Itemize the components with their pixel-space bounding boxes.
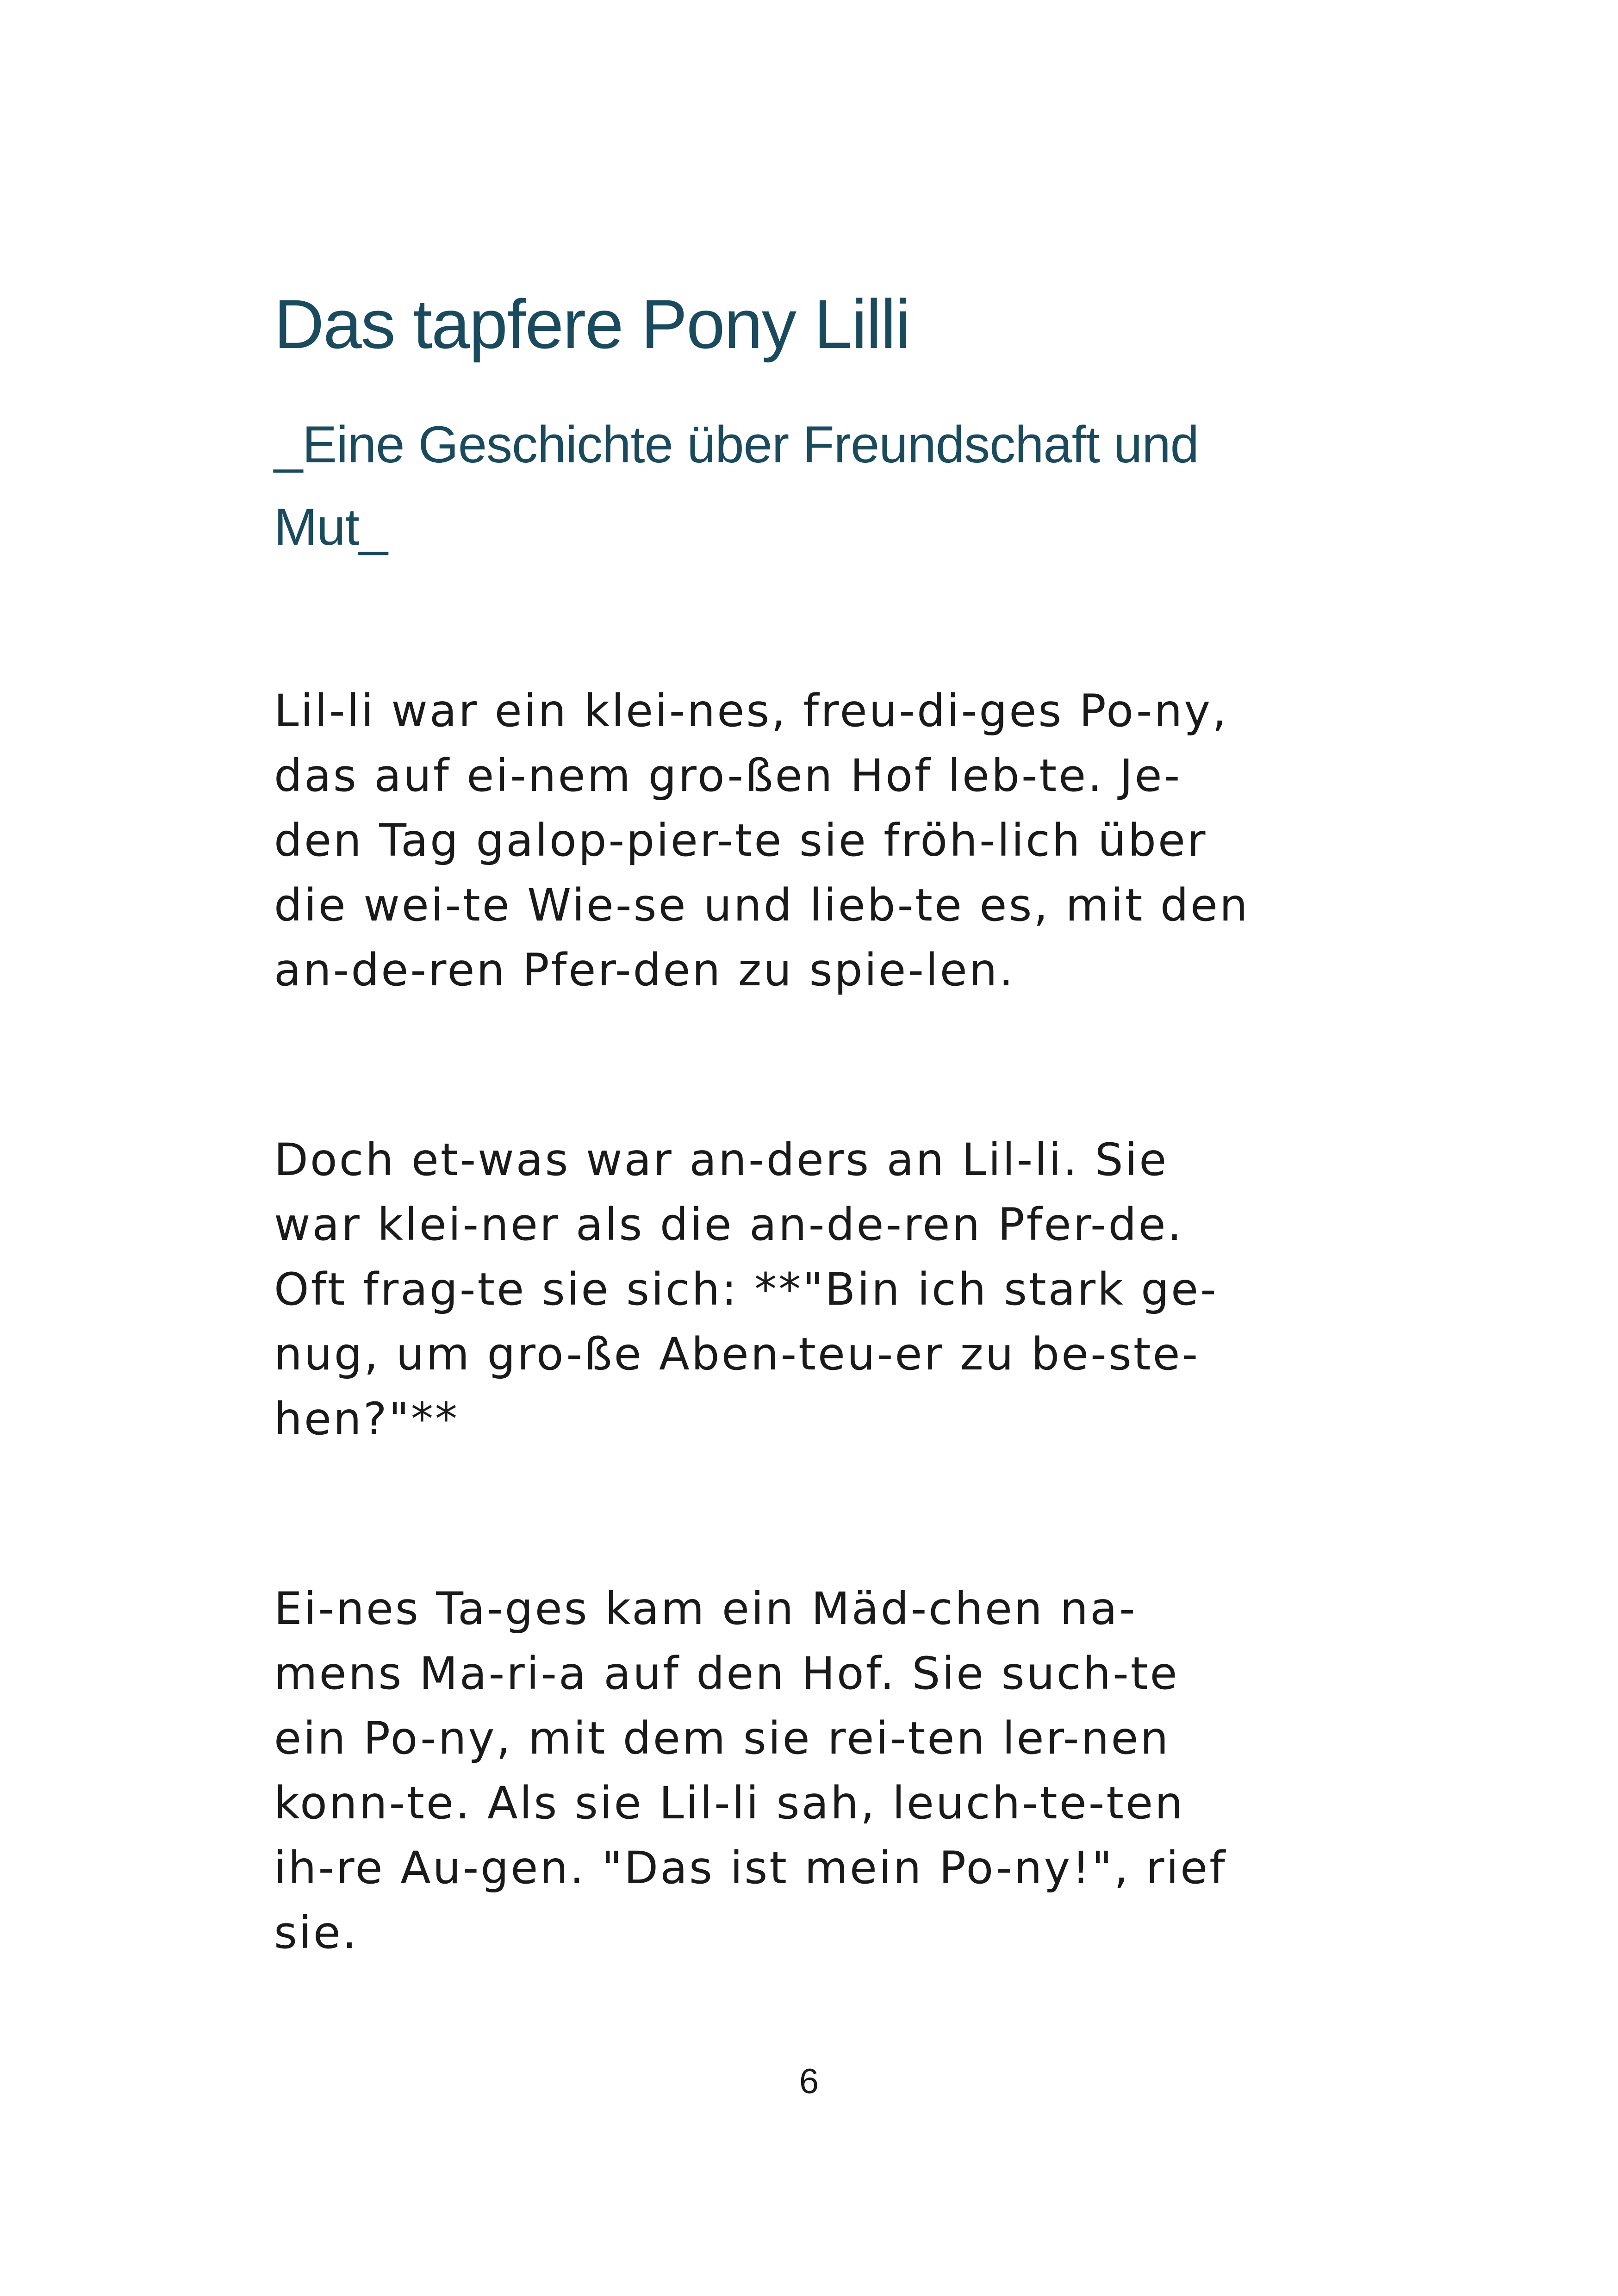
text-line: ih-re Au-gen. "Das ist mein Po-ny!", rief bbox=[274, 1842, 1227, 1894]
text-line: ein Po-ny, mit dem sie rei-ten ler-nen bbox=[274, 1712, 1170, 1764]
text-line: nug, um gro-ße Aben-teu-er zu be-ste- bbox=[274, 1328, 1200, 1380]
subtitle-line: Mut_ bbox=[274, 498, 387, 556]
paragraph-1 bbox=[274, 678, 1385, 1002]
text-line: mens Ma-ri-a auf den Hof. Sie such-te bbox=[274, 1648, 1179, 1699]
text-line: Oft frag-te sie sich: **"Bin ich stark ge- bbox=[274, 1263, 1218, 1315]
text-line: Lil-li war ein klei-nes, freu-di-ges Po-ny, bbox=[274, 685, 1228, 737]
text-line: an-de-ren Pfer-den zu spie-len. bbox=[274, 944, 1015, 996]
subtitle-line: _Eine Geschichte über Freundschaft und bbox=[274, 416, 1199, 473]
paragraph-3 bbox=[274, 1576, 1385, 1965]
text-line: hen?"** bbox=[274, 1393, 459, 1445]
text-line: konn-te. Als sie Lil-li sah, leuch-te-ten bbox=[274, 1777, 1185, 1829]
text-line: die wei-te Wie-se und lieb-te es, mit den bbox=[274, 879, 1250, 931]
text-line: das auf ei-nem gro-ßen Hof leb-te. Je- bbox=[274, 750, 1182, 802]
text-line: sie. bbox=[274, 1907, 359, 1959]
page-number: 6 bbox=[799, 2062, 819, 2101]
text-line: Ei-nes Ta-ges kam ein Mäd-chen na- bbox=[274, 1583, 1137, 1635]
text-line: den Tag galop-pier-te sie fröh-lich über bbox=[274, 815, 1207, 866]
paragraph-2 bbox=[274, 1127, 1385, 1451]
subtitle bbox=[274, 404, 1385, 568]
page-title: Das tapfere Pony Lilli bbox=[274, 285, 910, 363]
text-line: war klei-ner als die an-de-ren Pfer-de. bbox=[274, 1199, 1184, 1251]
text-line: Doch et-was war an-ders an Lil-li. Sie bbox=[274, 1134, 1169, 1186]
